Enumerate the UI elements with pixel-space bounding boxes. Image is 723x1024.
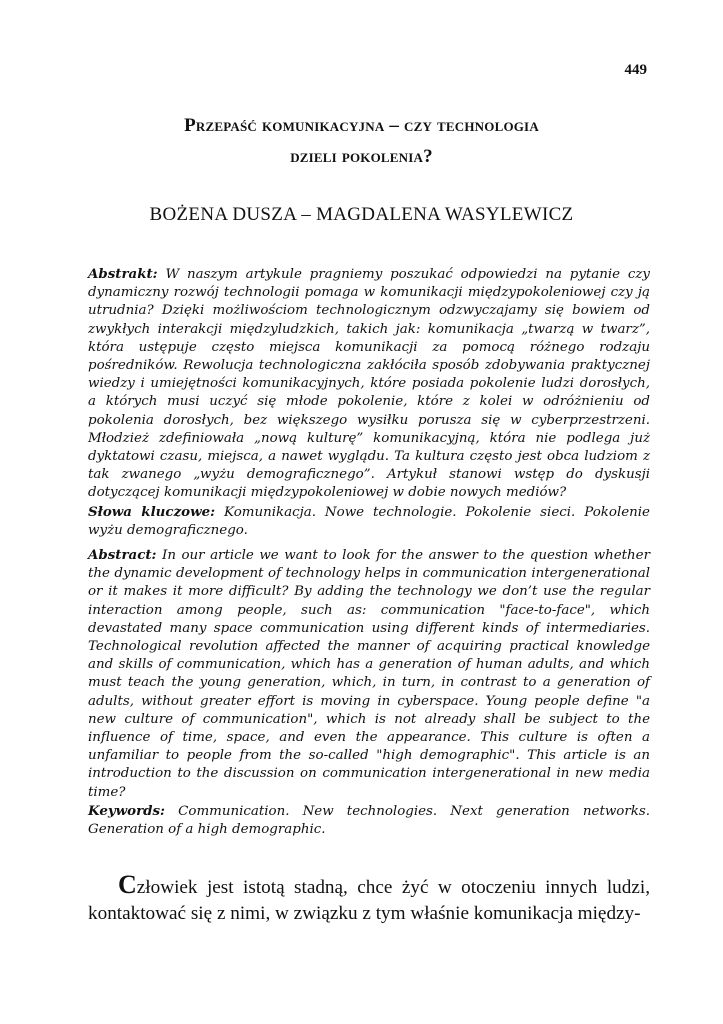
abstract-en-text: In our article we want to look for the answer to the question whether the dynamic development of technology helps in communication intergenerational or it makes it more difficult? By adding the technology we don’t use the regular interaction among people, such as: communication "face-to-face", which devastated many space communication using different kinds of intermediaries. Technological revolution affected the manner of acquiring practical knowledge and skills of communication, which has a generation of human adults, and which must teach the young generation, which, in turn, in contrast to a generation of adults, without greater effort is moving in cyberspace. Young people define "a new culture of communication", which is not already shall be subject to the influence of time, space, and even the appearance. This culture is often a unfamiliar to people from the so-called "high demographic". This article is an introduction to the discussion on communication intergenerational in new media time? xyxy=(88,548,651,800)
article-title xyxy=(60,110,663,172)
abstract-polish xyxy=(88,265,650,540)
keywords-en-label: Keywords: xyxy=(88,802,166,819)
body-text: złowiek jest istotą stadną, chce żyć w otoczeniu innych ludzi, kontaktować się z nimi, w związku z tym właśnie komunikacja między- xyxy=(88,877,650,924)
keywords-pl-label: Słowa kluczowe: xyxy=(88,503,216,520)
abstract-en-label: Abstract: xyxy=(88,547,157,563)
keywords-en-text: Communication. New technologies. Next generation networks. Generation of a high demographic. xyxy=(88,803,650,838)
title-line-1: Przepaść komunikacyjna – czy technologia xyxy=(184,115,539,136)
keywords-pl-text: Komunikacja. Nowe technologie. Pokolenie sieci. Pokolenie wyżu demograficznego. xyxy=(88,504,650,538)
abstract-pl-label: Abstrakt: xyxy=(88,266,158,282)
keywords-en xyxy=(88,802,650,839)
authors: BOŻENA DUSZA – MAGDALENA WASYLEWICZ xyxy=(149,204,574,225)
title-line-2: dzieli pokolenia? xyxy=(290,146,433,167)
body-paragraph xyxy=(88,872,650,927)
page-number: 449 xyxy=(624,62,647,78)
abstract-english xyxy=(88,546,650,839)
keywords-pl xyxy=(88,503,650,540)
drop-cap: C xyxy=(118,870,137,899)
abstract-pl-text: W naszym artykule pragniemy poszukać odpowiedzi na pytanie czy dynamiczny rozwój technologii pomaga w komunikacji międzypokoleniowej czy ją utrudnia? Dzięki możliwościom technologicznym odzwyczajamy się bowiem od zwykłych interakcji międzyludzkich, takich jak: komunikacja „twarzą w twarz”, która ustępuje często miejsca komunikacji za pomocą różnego rodzaju pośredników. Rewolucja technologiczna zakłóciła sposób zdobywania praktycznej wiedzy i umiejętności komunikacyjnych, które posiada pokolenie ludzi dorosłych, a których musi uczyć się młode pokolenie, które z kolei w odróżnieniu od pokolenia dorosłych, bez większego wysiłku porusza się w cyberprzestrzeni. Młodzież zdefiniowała „nową kulturę” komunikacyjną, która nie podlega już dyktatowi czasu, miejsca, a nawet wyglądu. Ta kultura często jest obca ludziom z tak zwanego „wyżu demograficznego”. Artykuł stanowi wstęp do dyskusji dotyczącej komunikacji międzypokoleniowej w dobie nowych mediów? xyxy=(88,267,650,501)
